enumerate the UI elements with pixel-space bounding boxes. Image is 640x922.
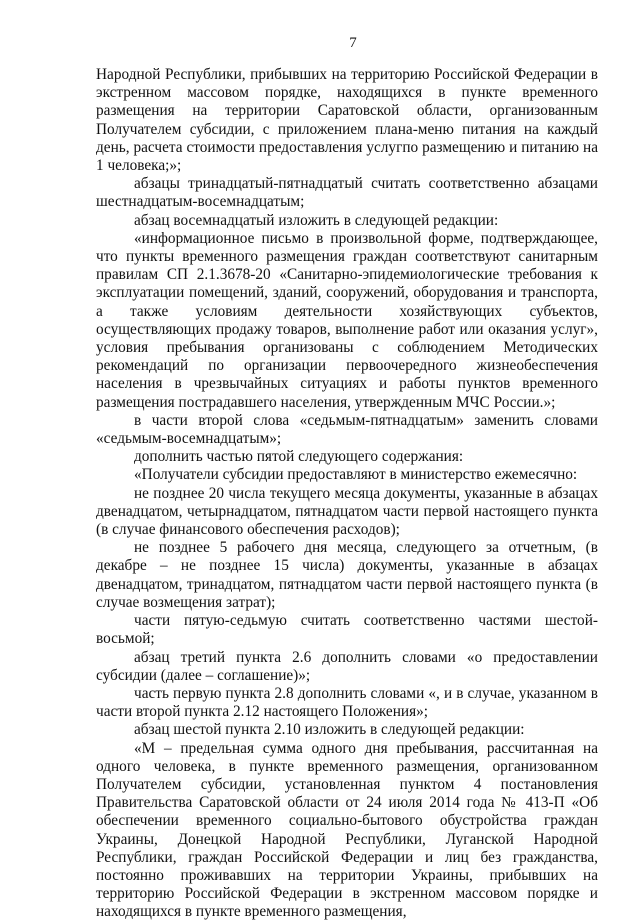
paragraph: дополнить частью пятой следующего содержания: — [134, 448, 464, 466]
paragraph: абзац шестой пункта 2.10 изложить в следующей редакции: — [134, 721, 525, 739]
paragraph: «информационное письмо в произвольной форме, подтверждающее, что пункты временного размещения граждан соответствуют санитарным правилам СП 2.1.3678-20 «Санитарно-эпидемиологические требования к эксплуатации помещений, зданий, сооружений, оборудования и транспорта, а также условиям деятельности хозяйствующих субъектов, осуществляющих продажу товаров, выполнение работ или оказания услуг», условия пребывания организованы с соблюдением Методических рекомендаций по организации первоочередного жизнеобеспечения населения в чрезвычайных ситуациях и работы пунктов временного размещения пострадавшего населения, утвержденным МЧС России.»; — [96, 229, 598, 411]
paragraph: части пятую-седьмую считать соответственно частями шестой-восьмой; — [96, 612, 598, 648]
paragraph: часть первую пункта 2.8 дополнить словами «, и в случае, указанном в части второй пункта 2.12 настоящего Положения»; — [96, 684, 598, 721]
paragraph: в части второй слова «седьмым-пятнадцатым» заменить словами «седьмым-восемнадцатым»; — [96, 411, 598, 448]
page-number: 7 — [349, 35, 357, 51]
paragraph: «М – предельная сумма одного дня пребывания, рассчитанная на одного человека, в пункте временного размещения, организованном Получателем субсидии, установленная пунктом 4 постановления Правительства Саратовской области от 24 июля 2014 года № 413-П «Об обеспечении временного социально-бытового обустройства граждан Украины, Донецкой Народной Республики, Луганской Народной Республики, граждан Российской Федерации и лиц без гражданства, постоянно проживавших на территории Украины, прибывших на территорию Российской Федерации в экстренном массовом порядке и находящихся в пункте временного размещения, — [96, 739, 598, 921]
paragraph-continuation: Народной Республики, прибывших на территорию Российской Федерации в экстренном массовом порядке, находящихся в пункте временного размещения на территории Саратовской области, организованным Получателем субсидии, с приложением плана-меню питания на каждый день, расчета стоимости предоставления услугпо размещению и питанию на 1 человека;»; — [96, 66, 598, 175]
paragraph: не позднее 5 рабочего дня месяца, следующего за отчетным, (в декабре – не позднее 15 числа) документы, указанные в абзацах двенадцатом, тринадцатом, пятнадцатом части первой настоящего пункта (в случае возмещения затрат); — [96, 539, 598, 611]
paragraph: не позднее 20 числа текущего месяца документы, указанные в абзацах двенадцатом, четырнадцатом, пятнадцатом части первой настоящего пункта (в случае финансового обеспечения расходов); — [96, 484, 598, 539]
paragraph: абзац третий пункта 2.6 дополнить словами «о предоставлении субсидии (далее – соглашение)»; — [96, 648, 598, 684]
document-body — [96, 66, 598, 922]
paragraph: абзац восемнадцатый изложить в следующей редакции: — [134, 211, 499, 229]
paragraph: «Получатели субсидии предоставляют в министерство ежемесячно: — [134, 466, 578, 484]
paragraph: абзацы тринадцатый-пятнадцатый считать соответственно абзацами шестнадцатым-восемнадцатым; — [96, 175, 598, 211]
